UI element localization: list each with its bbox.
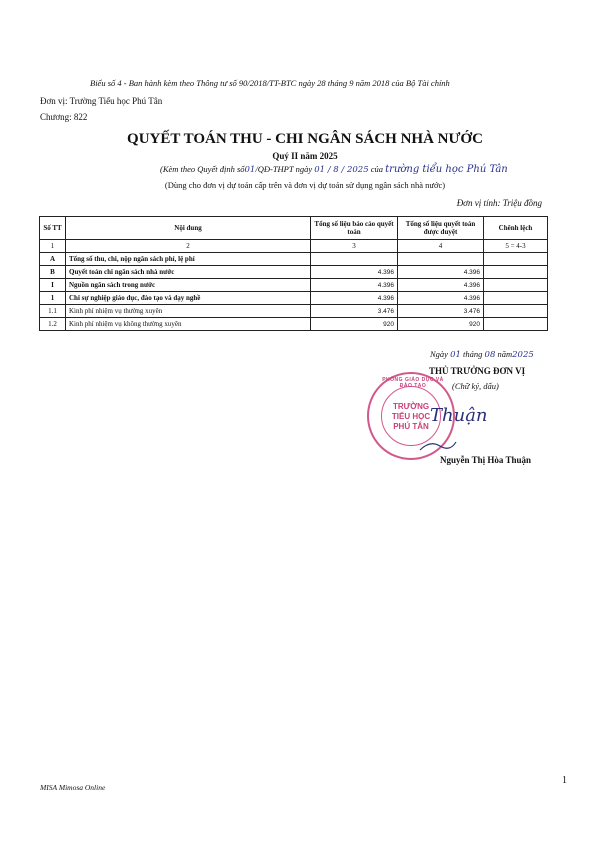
table-row xyxy=(40,305,548,318)
row-no: A xyxy=(40,253,66,266)
index-cell: 4 xyxy=(398,240,484,253)
row-no: I xyxy=(40,279,66,292)
date-year: 2025 xyxy=(512,350,534,360)
row-approved: 4.396 xyxy=(398,292,484,305)
row-reported: 3.476 xyxy=(311,305,398,318)
date-year-label: năm xyxy=(497,349,513,359)
unit-name: Đơn vị: Trường Tiểu học Phú Tân xyxy=(40,96,163,106)
date-day: 01 xyxy=(450,350,461,360)
sign-date xyxy=(430,349,534,360)
row-no: 1.2 xyxy=(40,318,66,331)
table-index-row xyxy=(40,240,548,253)
decision-date: 01 / 8 / 2025 xyxy=(314,165,369,175)
page-title: QUYẾT TOÁN THU - CHI NGÂN SÁCH NHÀ NƯỚC xyxy=(127,131,483,147)
row-no: B xyxy=(40,266,66,279)
table-row xyxy=(40,318,548,331)
date-month-label: tháng xyxy=(463,349,483,359)
stamp-line3: PHÚ TÂN xyxy=(393,422,429,431)
row-content: Tổng số thu, chi, nộp ngân sách phí, lệ phí xyxy=(66,253,311,266)
row-approved: 4.396 xyxy=(398,279,484,292)
row-approved: 4.396 xyxy=(398,266,484,279)
signer-note: (Chữ ký, dấu) xyxy=(452,381,499,391)
row-approved: 920 xyxy=(398,318,484,331)
header-diff: Chênh lệch xyxy=(484,217,548,240)
stamp-ring-text: PHÒNG GIÁO DỤC VÀ ĐÀO TẠO xyxy=(382,377,444,389)
row-diff xyxy=(484,266,548,279)
row-diff xyxy=(484,318,548,331)
stamp-line2: TIỂU HỌC xyxy=(391,412,431,421)
table-row xyxy=(40,266,548,279)
header-approved: Tổng số liệu quyết toán được duyệt xyxy=(398,217,484,240)
decision-unit: trường tiểu học Phú Tân xyxy=(385,164,508,175)
decision-prefix: (Kèm theo Quyết định số xyxy=(160,164,245,174)
period: Quý II năm 2025 xyxy=(272,151,338,161)
signer-title: THỦ TRƯỞNG ĐƠN VỊ xyxy=(429,366,526,376)
row-no: 1.1 xyxy=(40,305,66,318)
row-approved xyxy=(398,253,484,266)
index-cell: 3 xyxy=(311,240,398,253)
row-no: 1 xyxy=(40,292,66,305)
handwritten-signature: Thuận xyxy=(430,405,488,426)
currency-unit: Đơn vị tính: Triệu đồng xyxy=(456,198,542,208)
row-diff xyxy=(484,292,548,305)
header-reported: Tổng số liệu báo cáo quyết toán xyxy=(311,217,398,240)
table-row xyxy=(40,279,548,292)
decision-suffix: của xyxy=(370,164,384,174)
header-no: Số TT xyxy=(40,217,66,240)
table-row xyxy=(40,292,548,305)
row-reported: 4.396 xyxy=(311,292,398,305)
row-reported: 4.396 xyxy=(311,266,398,279)
usage-note: (Dùng cho đơn vị dự toán cấp trên và đơn vị dự toán sử dụng ngân sách nhà nước) xyxy=(164,180,446,190)
row-reported: 920 xyxy=(311,318,398,331)
row-approved: 3.476 xyxy=(398,305,484,318)
row-diff xyxy=(484,279,548,292)
table-header-row xyxy=(40,217,548,240)
row-content: Kinh phí nhiệm vụ không thường xuyên xyxy=(66,318,311,331)
header-content: Nội dung xyxy=(66,217,311,240)
decision-middle: /QĐ-THPT ngày xyxy=(255,164,313,174)
chapter: Chương: 822 xyxy=(40,112,88,122)
row-diff xyxy=(484,305,548,318)
stamp-line1: TRƯỜNG xyxy=(392,402,430,411)
signer-name: Nguyễn Thị Hòa Thuận xyxy=(440,455,531,465)
page-number: 1 xyxy=(562,775,567,786)
settlement-table xyxy=(39,216,548,331)
decision-line xyxy=(160,164,508,175)
row-content: Quyết toán chi ngân sách nhà nước xyxy=(66,266,311,279)
row-diff xyxy=(484,253,548,266)
software-name: MISA Mimosa Online xyxy=(40,783,106,792)
index-cell: 1 xyxy=(40,240,66,253)
form-note: Biểu số 4 - Ban hành kèm theo Thông tư số 90/2018/TT-BTC ngày 28 tháng 9 năm 2018 của Bộ Tài chính xyxy=(90,78,450,88)
index-cell: 2 xyxy=(66,240,311,253)
date-month: 08 xyxy=(484,350,496,360)
table-row xyxy=(40,253,548,266)
row-content: Chi sự nghiệp giáo dục, đào tạo và dạy nghề xyxy=(66,292,311,305)
row-reported: 4.396 xyxy=(311,279,398,292)
row-reported xyxy=(311,253,398,266)
index-cell: 5 = 4-3 xyxy=(484,240,548,253)
signature-stroke xyxy=(418,438,458,454)
row-content: Kinh phí nhiệm vụ thường xuyên xyxy=(66,305,311,318)
row-content: Nguồn ngân sách trong nước xyxy=(66,279,311,292)
date-prefix: Ngày xyxy=(430,349,448,359)
decision-number: 01 xyxy=(244,165,256,175)
